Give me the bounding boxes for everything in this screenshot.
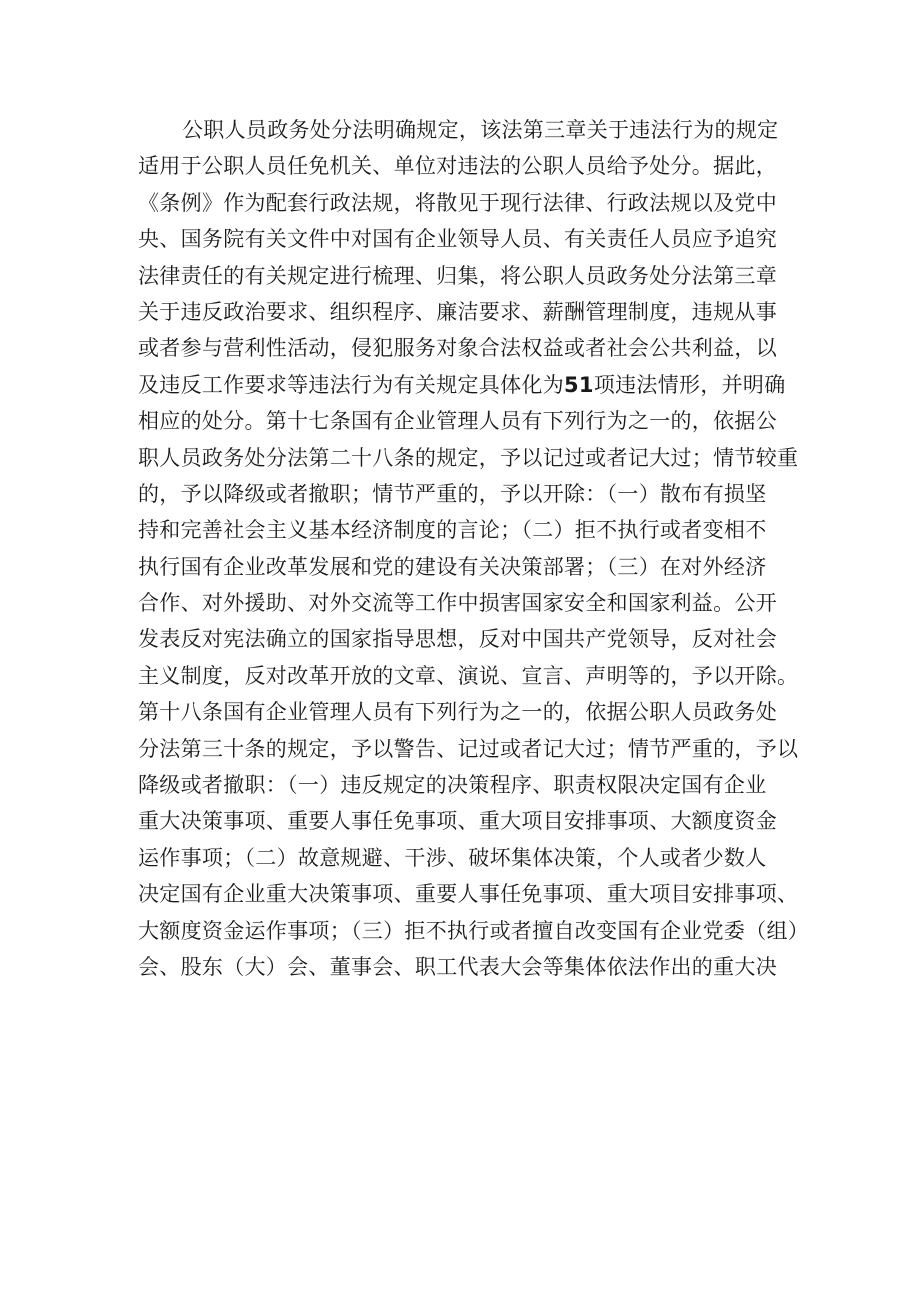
text-line: 重大决策事项、重要人事任免事项、重大项目安排事项、大额度资金: [138, 809, 777, 834]
text-line: 大额度资金运作事项；（三）拒不执行或者擅自改变国有企业党委（组）: [138, 918, 810, 943]
body-text: [138, 112, 810, 985]
text-line: 或者参与营利性活动，侵犯服务对象合法权益或者社会公共利益，以: [138, 336, 777, 361]
text-line: 会、股东（大）会、董事会、职工代表大会等集体依法作出的重大决: [138, 954, 777, 979]
text-line: 执行国有企业改革发展和党的建设有关决策部署；（三）在对外经济: [138, 554, 767, 579]
text-line: 关于违反政治要求、组织程序、廉洁要求、薪酬管理制度，违规从事: [138, 299, 777, 324]
text-line: 决定国有企业重大决策事项、重要人事任免事项、重大项目安排事项、: [138, 882, 799, 907]
text-line: 合作、对外援助、对外交流等工作中损害国家安全和国家利益。公开: [138, 591, 777, 616]
violation-count: 51: [564, 372, 594, 397]
text-segment: 及违反工作要求等违法行为有关规定具体化为: [138, 372, 564, 397]
text-line: 第十八条国有企业管理人员有下列行为之一的，依据公职人员政务处: [138, 700, 777, 725]
text-line: 的，予以降级或者撤职；情节严重的，予以开除：（一）散布有损坚: [138, 481, 767, 506]
text-line: 适用于公职人员任免机关、单位对违法的公职人员给予处分。据此，: [138, 154, 777, 179]
text-line: 分法第三十条的规定，予以警告、记过或者记大过；情节严重的，予以: [138, 736, 799, 761]
text-line: 法律责任的有关规定进行梳理、归集，将公职人员政务处分法第三章: [138, 263, 777, 288]
text-line: 央、国务院有关文件中对国有企业领导人员、有关责任人员应予追究: [138, 227, 777, 252]
text-line: 持和完善社会主义基本经济制度的言论；（二）拒不执行或者变相不: [138, 518, 767, 543]
text-segment: 项违法情形，并明确: [593, 372, 786, 397]
text-line: 《条例》作为配套行政法规，将散见于现行法律、行政法规以及党中: [138, 190, 777, 215]
text-line: 公职人员政务处分法明确规定，该法第三章关于违法行为的规定: [182, 118, 779, 142]
text-line: 运作事项；（二）故意规避、干涉、破坏集体决策，个人或者少数人: [138, 845, 767, 870]
text-line: 职人员政务处分法第二十八条的规定，予以记过或者记大过；情节较重: [138, 445, 799, 470]
text-line: 主义制度，反对改革开放的文章、演说、宣言、声明等的，予以开除。: [138, 663, 799, 688]
text-line: [138, 367, 788, 403]
text-line: 相应的处分。第十七条国有企业管理人员有下列行为之一的，依据公: [138, 409, 777, 434]
text-line: 发表反对宪法确立的国家指导思想，反对中国共产党领导，反对社会: [138, 627, 777, 652]
text-line: 降级或者撤职：（一）违反规定的决策程序、职责权限决定国有企业: [138, 773, 767, 798]
